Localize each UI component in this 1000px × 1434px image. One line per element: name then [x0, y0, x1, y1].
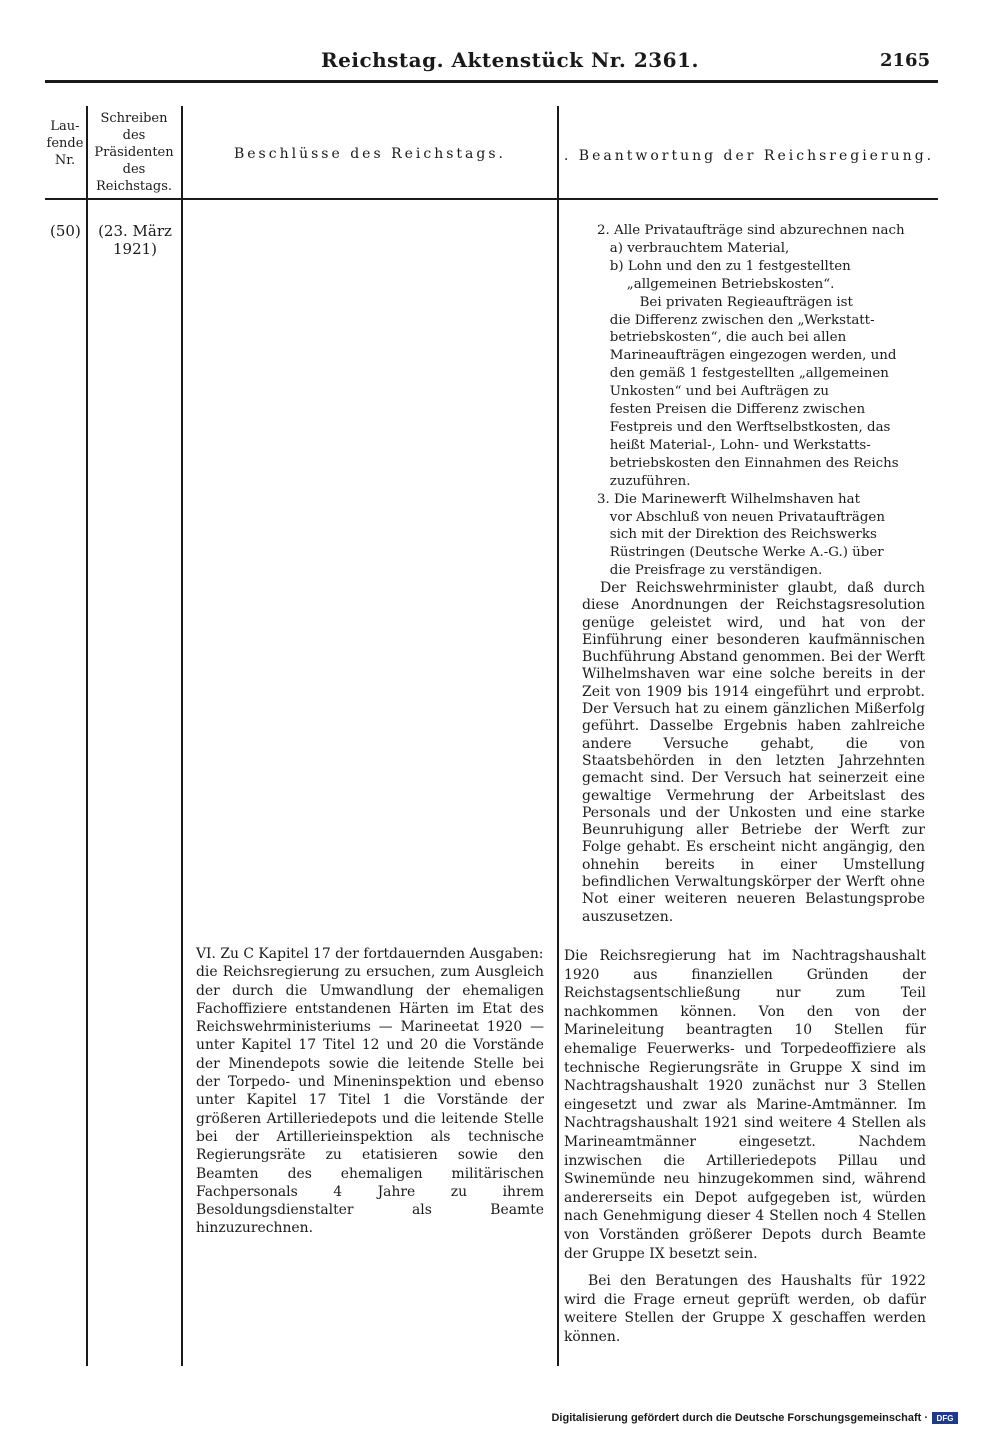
answer-paragraph-minister: Der Reichswehrminister glaubt, daß durch diese Anordnungen der Reichstagsresolution genüge geleistet wird, und hat von der Einführung einer besonderen kaufmännischen Buchführung Abstand genommen. Bei der Werft Wilhelmshaven war eine solche bereits in der Zeit von 1909 bis 1914 eingeführt und erprobt. Der Versuch hat zu einem gänzlichen Mißerfolg geführt. Dasselbe Ergebnis haben zahlreiche andere Versuche gehabt, die von Staatsbehörden in den letzten Jahrzehnten gemacht sind. Der Versuch hat seinerzeit eine gewaltige Vermehrung der Arbeitslast des Personals und der Unkosten und eine starke Beunruhigung aller Betriebe der Werft zur Folge gehabt. Es erscheint nicht angängig, den ohnehin bereits in einer Umstellung befindlichen Verwaltungskörper der Werft ohne Not einer weiteren neueren Belastungsprobe auszusetzen.: [582, 580, 925, 925]
column-header-resolutions: Beschlüsse des Reichstags.: [233, 146, 506, 162]
table-header-rule: [45, 198, 938, 200]
column-divider-2: [181, 106, 183, 1366]
column-header-letter: Schreiben des Präsidenten des Reichstags.: [94, 111, 174, 194]
dfg-logo: DFG: [932, 1412, 958, 1424]
page-number: 2165: [880, 50, 931, 71]
column-header-number: Lau- fende Nr.: [46, 119, 84, 168]
column-divider-3: [557, 106, 559, 1366]
digitization-credit: [551, 1412, 958, 1424]
page-header-title: Reichstag. Aktenstück Nr. 2361.: [321, 48, 699, 72]
column-divider-1: [86, 106, 88, 1366]
answer-points: 2. Alle Privataufträge sind abzurechnen nach a) verbrauchtem Material, b) Lohn und den zu 1 festgestellten „allgemeinen Betriebskosten“. Bei privaten Regieaufträgen ist die Differenz zwischen den „Werkstatt- betriebskosten“, die auch bei allen Marineaufträgen eingezogen werden, und den gemäß 1 festgestellten „allgemeinen Unkosten“ und bei Aufträgen zu festen Preisen die Differenz zwischen Festpreis und den Werftselbstkosten, das heißt Material-, Lohn- und Werkstatts- betriebskosten den Einnahmen des Reichs zuzuführen. 3. Die Marinewerft Wilhelmshaven hat vor Abschluß von neuen Privataufträgen sich mit der Direktion des Reichswerks Rüstringen (Deutsche Werke A.-G.) über die Preisfrage zu verständigen.: [597, 223, 905, 579]
answer-vi-paragraph-1: Die Reichsregierung hat im Nachtragshaushalt 1920 aus finanziellen Gründen der Reichstagsentschließung nur zum Teil nachkommen können. Von den von der Marineleitung beantragten 10 Stellen für ehemalige Feuerwerks- und Torpedeoffiziere als technische Regierungsräte in Gruppe X sind im Nachtragshaushalt 1920 zunächst nur 3 Stellen eingesetzt und zwar als Marine-Amtmänner. Im Nachtragshaushalt 1921 sind weitere 4 Stellen als Marineamtmänner eingesetzt. Nachdem inzwischen die Artilleriedepots Pillau und Swinemünde neu hinzugekommen sind, während andererseits ein Depot aufgegeben ist, würden nach Genehmigung dieser 4 Stellen noch 4 Stellen von Vorständen größerer Depots durch Beamte der Gruppe IX besetzt sein.: [564, 948, 926, 1262]
row-number: (50): [50, 222, 81, 240]
resolution-vi: VI. Zu C Kapitel 17 der fortdauernden Ausgaben: die Reichsregierung zu ersuchen, zum Ausgleich der durch die Umwandlung der ehemaligen Fachoffiziere entstandenen Härten im Etat des Reichswehrministeriums — Marineetat 1920 — unter Kapitel 17 Titel 12 und 20 die Vorstände der Minendepots sowie die leitende Stelle bei der Torpedo- und Mineninspektion und ebenso unter Kapitel 17 Titel 1 die Vorstände der größeren Artilleriedepots und die leitende Stelle bei der Artillerieinspektion als technische Regierungsräte zu etatisieren sowie den Beamten des ehemaligen militärischen Fachpersonals 4 Jahre zu ihrem Besoldungsdienstalter als Beamte hinzuzurechnen.: [196, 946, 544, 1237]
header-rule: [45, 80, 938, 83]
column-header-answer: . Beantwortung der Reichsregierung.: [563, 148, 935, 164]
footer-text: Digitalisierung gefördert durch die Deutsche Forschungsgemeinschaft ·: [551, 1412, 928, 1424]
answer-vi-paragraph-2: Bei den Beratungen des Haushalts für 1922 wird die Frage erneut geprüft werden, ob dafür weitere Stellen der Gruppe X geschaffen werden können.: [564, 1273, 926, 1345]
row-date: (23. März 1921): [98, 222, 172, 258]
